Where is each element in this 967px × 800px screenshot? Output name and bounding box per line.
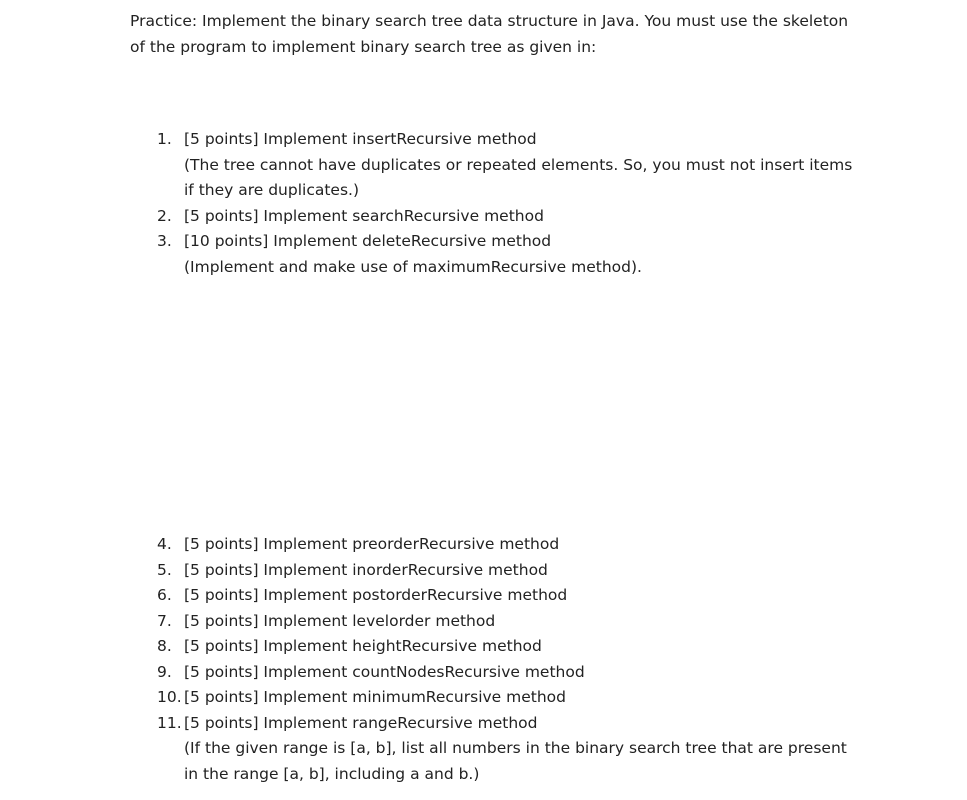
task-list-part-2: [0, 532, 847, 787]
item-text: [5 points] Implement preorderRecursive method: [184, 535, 560, 553]
item-number: 1.: [157, 130, 172, 148]
list-item: [0, 711, 847, 788]
item-number: 5.: [157, 560, 172, 579]
intro-line: Practice: Implement the binary search tree data structure in Java. You must use the skeleton: [130, 12, 849, 30]
item-text: [5 points] Implement searchRecursive method: [184, 206, 544, 225]
item-number: 10.: [157, 688, 182, 706]
list-item: [0, 532, 844, 558]
item-note: (Implement and make use of maximumRecursive method).: [184, 257, 642, 276]
list-item: [0, 660, 844, 686]
item-text: [10 points] Implement deleteRecursive method: [184, 232, 552, 250]
item-text: [5 points] Implement countNodesRecursive method: [184, 662, 585, 681]
item-text: [5 points] Implement postorderRecursive method: [184, 586, 568, 604]
task-list-part-1: [0, 127, 853, 280]
item-number: 9.: [157, 662, 172, 681]
item-number: 3.: [157, 232, 172, 250]
list-item: [0, 583, 844, 609]
list-item: [0, 127, 853, 204]
list-item: [0, 634, 844, 660]
item-text: [5 points] Implement minimumRecursive method: [184, 688, 566, 706]
item-text: [5 points] Implement rangeRecursive method: [184, 713, 538, 732]
item-number: 8.: [157, 637, 172, 655]
list-item: [0, 685, 844, 711]
intro-paragraph: [130, 8, 850, 60]
item-text: [5 points] Implement levelorder method: [184, 611, 496, 630]
item-number: 2.: [157, 206, 172, 225]
item-number: 11.: [157, 713, 182, 732]
intro-line: of the program to implement binary search tree as given in:: [130, 38, 597, 56]
item-note: if they are duplicates.): [184, 181, 360, 199]
item-number: 7.: [157, 611, 172, 630]
item-text: [5 points] Implement inorderRecursive method: [184, 560, 548, 579]
list-item: [0, 609, 844, 635]
item-number: 4.: [157, 535, 172, 553]
item-text: [5 points] Implement heightRecursive method: [184, 637, 542, 655]
item-note: (If the given range is [a, b], list all numbers in the binary search tree that are present: [184, 739, 847, 757]
item-text: [5 points] Implement insertRecursive method: [184, 130, 537, 148]
item-note: in the range [a, b], including a and b.): [184, 764, 480, 783]
list-item: [0, 204, 844, 230]
item-note: (The tree cannot have duplicates or repeated elements. So, you must not insert items: [184, 155, 853, 174]
list-item: [0, 558, 844, 584]
list-item: [0, 229, 844, 280]
item-number: 6.: [157, 586, 172, 604]
